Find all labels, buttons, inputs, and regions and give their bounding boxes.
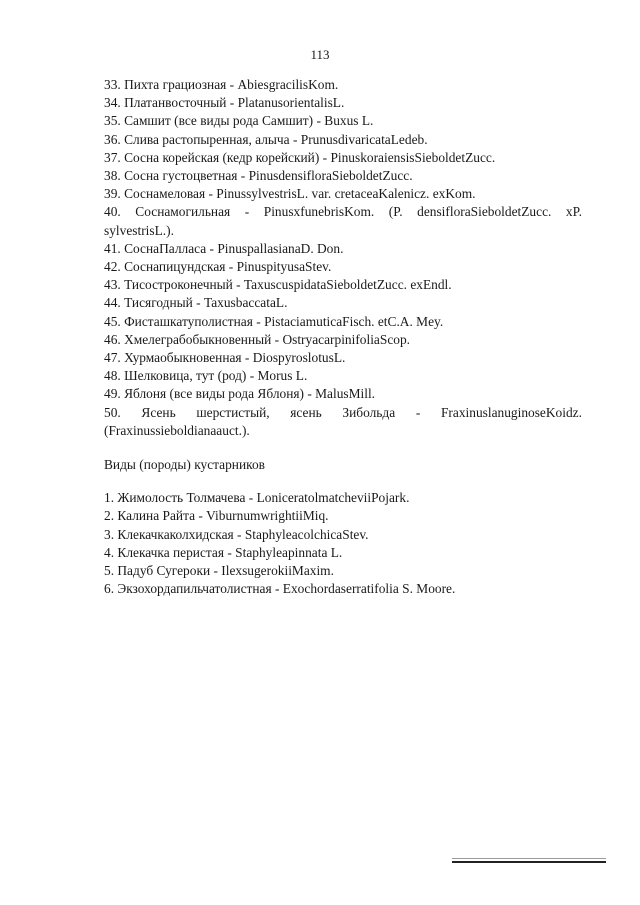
list-item: 4. Клекачка перистая - Staphyleapinnata L.	[104, 544, 343, 560]
list-item: 38. Сосна густоцветная - PinusdensifloraSieboldetZucc.	[104, 168, 413, 184]
list-item: 43. Тисостроконечный - TaxuscuspidataSieboldetZucc. exEndl.	[104, 277, 452, 293]
list-item: 39. Соснамеловая - PinussylvestrisL. var. cretaceaKalenicz. exKom.	[104, 186, 476, 202]
list-item: 44. Тисягодный - TaxusbaccataL.	[104, 295, 288, 311]
tree-list-part-1	[104, 76, 582, 203]
word: ясень	[290, 404, 322, 420]
word: densifloraSieboldetZucc.	[417, 204, 552, 220]
list-item: 35. Самшит (все виды рода Самшит) - Buxus L.	[104, 113, 374, 129]
list-item-40	[104, 203, 582, 239]
word: шерстистый,	[196, 404, 270, 420]
continuation-line: sylvestrisL.).	[104, 222, 174, 238]
list-item: 47. Хурмаобыкновенная - DiospyroslotusL.	[104, 350, 346, 366]
footer-rule	[452, 861, 606, 863]
tree-list-part-2	[104, 240, 582, 404]
list-item: 34. Платанвосточный - PlatanusorientalisL.	[104, 95, 345, 111]
list-item: 49. Яблоня (все виды рода Яблоня) - MalusMill.	[104, 386, 376, 402]
list-item: 48. Шелковица, тут (род) - Morus L.	[104, 368, 308, 384]
word: (P.	[388, 204, 403, 220]
word: -	[244, 204, 250, 220]
document-body	[104, 76, 582, 598]
word: 50.	[104, 404, 121, 420]
section-title-shrubs: Виды (породы) кустарников	[104, 457, 265, 473]
continuation-line: (Fraxinussieboldianaauct.).	[104, 422, 250, 438]
list-item: 42. Соснапицундская - PinuspityusaStev.	[104, 259, 332, 275]
word: -	[415, 404, 421, 420]
list-item: 6. Экзохордапильчатолистная - Exochordaserratifolia S. Moore.	[104, 581, 456, 597]
footer-rule-thin	[452, 858, 606, 859]
justified-line	[104, 404, 582, 422]
word: Зибольда	[342, 404, 396, 420]
list-item: 33. Пихта грациозная - AbiesgracilisKom.	[104, 77, 339, 92]
list-item: 1. Жимолость Толмачева - LoniceratolmatcheviiPojark.	[104, 490, 410, 506]
word: Соснамогильная	[135, 204, 231, 220]
word: Ясень	[141, 404, 176, 420]
justified-line	[104, 203, 582, 221]
list-item: 41. СоснаПалласа - PinuspallasianaD. Don.	[104, 240, 344, 256]
shrub-list	[104, 489, 582, 598]
list-item: 46. Хмелеграбобыкновенный - OstryacarpinifoliaScop.	[104, 331, 410, 347]
list-item: 3. Клекачкаколхидская - StaphyleacolchicaStev.	[104, 526, 369, 542]
list-item-50	[104, 404, 582, 440]
word: FraxinuslanuginoseKoidz.	[440, 404, 582, 420]
list-item: 2. Калина Райта - ViburnumwrightiiMiq.	[104, 508, 329, 524]
list-item: 37. Сосна корейская (кедр корейский) - PinuskoraiensisSieboldetZucc.	[104, 149, 496, 165]
word: xP.	[565, 204, 582, 220]
list-item: 36. Слива растопыренная, алыча - PrunusdivaricataLedeb.	[104, 131, 428, 147]
word: 40.	[104, 204, 121, 220]
page-number: 113	[310, 47, 330, 62]
word: PinusxfunebrisKom.	[263, 204, 375, 220]
list-item: 45. Фисташкатуполистная - PistaciamuticaFisch. etC.A. Mey.	[104, 313, 444, 329]
list-item: 5. Падуб Сугероки - IlexsugerokiiMaxim.	[104, 563, 334, 579]
